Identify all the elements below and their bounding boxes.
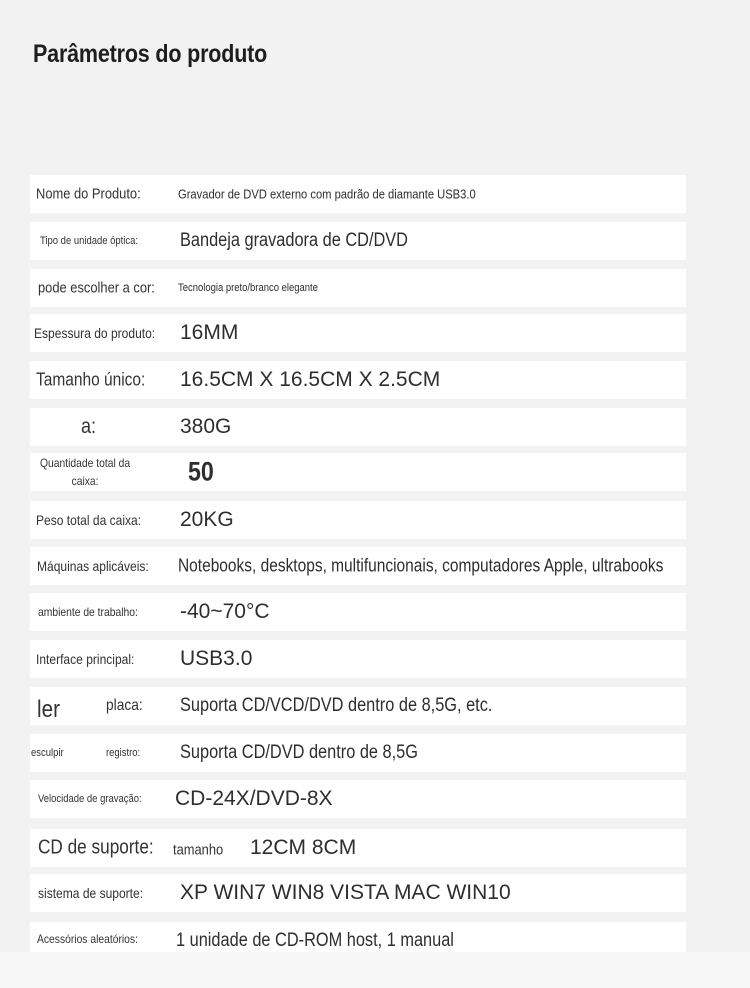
footer-band (0, 952, 750, 988)
param-label-sub: registro: (106, 747, 141, 759)
param-value: USB3.0 (180, 647, 253, 670)
param-row-thickness (30, 314, 686, 352)
param-label: Acessórios aleatórios: (37, 932, 138, 946)
param-row-read (30, 687, 686, 725)
param-value: 50 (188, 456, 214, 487)
param-label: ler (37, 696, 60, 723)
param-label: Máquinas aplicáveis: (37, 558, 149, 574)
param-label: Velocidade de gravação: (38, 793, 142, 805)
param-row-interface (30, 640, 686, 678)
param-label: CD de suporte: (38, 836, 154, 859)
param-value: 16MM (180, 321, 239, 344)
param-value: -40~70°C (180, 600, 270, 623)
param-value: 16.5CM X 16.5CM X 2.5CM (180, 368, 441, 391)
param-value: 380G (180, 415, 232, 438)
param-label-line: Quantidade total da (40, 456, 131, 470)
param-label: esculpir (31, 747, 64, 759)
param-row-cd-size (30, 829, 686, 867)
param-value: Notebooks, desktops, multifuncionais, computadores Apple, ultrabooks (178, 555, 664, 576)
param-label: Espessura do produto: (34, 325, 156, 341)
param-row-box-quantity (30, 453, 686, 491)
param-value: 1 unidade de CD-ROM host, 1 manual (176, 930, 454, 951)
param-row-write-speed (30, 780, 686, 818)
param-label-sub: tamanho (173, 841, 224, 859)
param-value: Suporta CD/DVD dentro de 8,5G (180, 742, 418, 763)
param-label: sistema de suporte: (38, 885, 144, 901)
param-label: Nome do Produto: (36, 185, 141, 203)
param-label: Tipo de unidade óptica: (40, 235, 138, 247)
param-row-product-name (30, 175, 686, 213)
param-row-weight (30, 408, 686, 446)
param-row-box-weight (30, 501, 686, 539)
param-label-line: caixa: (71, 474, 99, 488)
param-row-applicable-machines (30, 547, 686, 585)
param-label: a: (81, 415, 97, 438)
param-label: Interface principal: (36, 651, 135, 667)
param-label: Tamanho único: (36, 369, 146, 390)
param-value: 20KG (180, 508, 234, 531)
param-row-size (30, 361, 686, 399)
param-value: Gravador de DVD externo com padrão de diamante USB3.0 (178, 186, 476, 202)
param-value: Suporta CD/VCD/DVD dentro de 8,5G, etc. (180, 695, 493, 716)
param-value: Bandeja gravadora de CD/DVD (180, 230, 408, 251)
param-value: XP WIN7 WIN8 VISTA MAC WIN10 (180, 881, 511, 904)
param-row-working-environment (30, 593, 686, 631)
param-value: Tecnologia preto/branco elegante (178, 282, 318, 294)
param-label: Peso total da caixa: (36, 512, 142, 528)
param-row-color (30, 269, 686, 307)
param-value: 12CM 8CM (250, 836, 357, 859)
param-row-drive-type (30, 222, 686, 260)
param-row-write (30, 734, 686, 772)
param-value: CD-24X/DVD-8X (175, 787, 333, 810)
page-title: Parâmetros do produto (33, 40, 268, 68)
param-label (40, 454, 130, 490)
param-label: ambiente de trabalho: (38, 605, 138, 619)
param-row-accessories (30, 922, 686, 952)
param-label: pode escolher a cor: (38, 279, 155, 297)
param-label-sub: placa: (106, 697, 143, 714)
param-row-os-support (30, 874, 686, 912)
